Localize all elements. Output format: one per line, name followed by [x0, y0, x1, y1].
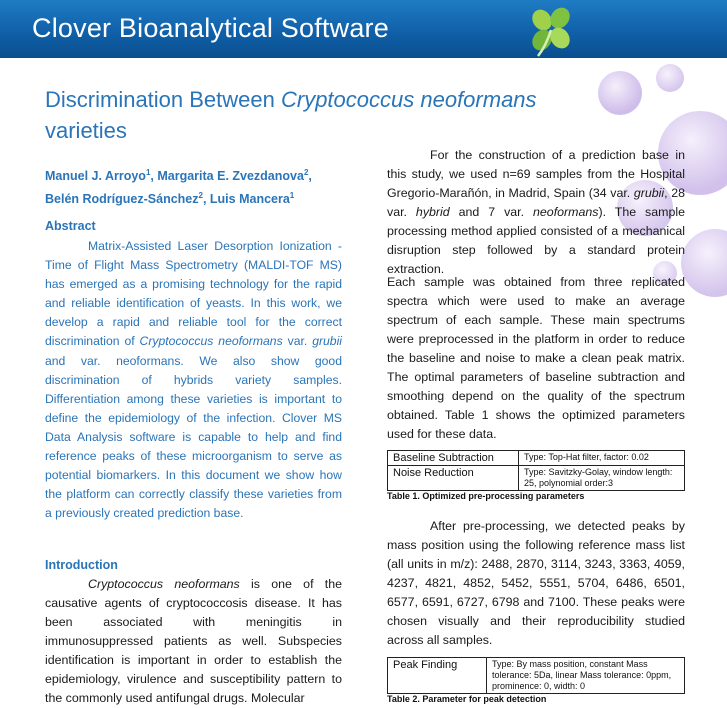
author: Margarita E. Zvezdanova: [157, 169, 304, 184]
preprocessing-paragraph: Each sample was obtained from three replicated spectra which were used to make an average spectrum of each sample. These main spectrums were preprocessed in the platform in order to reduce the baseline and noise to make a clean peak matrix. The optimal parameters of baseline subtraction and smoothing depend on the quality of the spectrum obtained. Table 1 shows the optimized parameters used for these data.: [387, 275, 685, 441]
preprocessing-table: [387, 450, 685, 491]
introduction-text: Cryptococcus neoformans is one of the causative agents of cryptococcosis disease. It has been associated with meningitis in immunosuppressed patients as well. Subspecies identification is important in order to establish the epidemiology, virulence and susceptibility pattern to the commonly used antifungal drugs. Molecular: [45, 577, 343, 705]
table-cell: Baseline Subtraction: [388, 451, 519, 466]
abstract-heading: Abstract: [45, 219, 96, 233]
table1-caption: Table 1. Optimized pre-processing parameters: [387, 491, 585, 501]
document-title: Discrimination Between Cryptococcus neoformans varieties: [45, 87, 537, 143]
introduction-heading: Introduction: [45, 558, 118, 572]
table-cell: Type: Savitzky-Golay, window length: 25, polynomial order:3: [519, 466, 685, 491]
table-cell: Type: By mass position, constant Mass tolerance: 5Da, linear Mass tolerance: 0ppm, prominence: 0, width: 0: [487, 658, 685, 694]
abstract-text: Matrix-Assisted Laser Desorption Ionization - Time of Flight Mass Spectrometry (MALDI-TOF MS) has emerged as a promising technology for the rapid and reliable identification of yeasts. In this work, we develop a rapid and reliable tool for the correct discrimination of Cryptococcus neoformans var. grubii and var. neoformans. We also show good discrimination of hybrids variety samples. Differentiation among these varieties is important to define the epidemiology of the infection. Clover MS Data Analysis software is capable to help and find reference peaks of these microorganism to serve as potential biomarkers. In this document we show how the platform can correctly classify these varieties from a previously created prediction base.: [45, 239, 342, 521]
table-row: [388, 466, 685, 491]
table-cell: Type: Top-Hat filter, factor: 0.02: [519, 451, 685, 466]
table2-caption: Table 2. Parameter for peak detection: [387, 694, 547, 704]
clover-logo-icon: [520, 4, 580, 58]
author-list: Manuel J. Arroyo$^1$, Margarita E. Zvezdanova$^2$, Belén Rodríguez-Sánchez$^2$, Luis Mancera$^1$: [45, 168, 312, 207]
table-row: [388, 451, 685, 466]
author: Belén Rodríguez-Sánchez: [45, 192, 199, 207]
peak-detection-paragraph: After pre-processing, we detected peaks by mass position using the following reference mass list (all units in m/z): 2488, 2870, 3114, 3243, 3363, 4059, 4237, 4821, 4852, 5452, 5551, 5704, 6486, 6501, 6577, 6591, 6727, 6798 and 7100. These peaks were chosen visually and their reproducibility studied across all samples.: [387, 519, 685, 647]
header-banner: [0, 0, 727, 58]
table-row: [388, 658, 685, 694]
table-cell: Peak Finding: [388, 658, 487, 694]
peak-finding-table: [387, 657, 685, 694]
author: Manuel J. Arroyo: [45, 169, 146, 184]
methods-paragraph: For the construction of a prediction base in this study, we used n=69 samples from the Hospital Gregorio-Marañón, in Madrid, Spain (34 var. grubii, 28 var. hybrid and 7 var. neoformans). The sample processing method applied consisted of a mechanical disruption step followed by a standard protein extraction.: [387, 148, 685, 276]
app-title: Clover Bioanalytical Software: [32, 13, 389, 43]
table-cell: Noise Reduction: [388, 466, 519, 491]
author: Luis Mancera: [209, 192, 290, 207]
